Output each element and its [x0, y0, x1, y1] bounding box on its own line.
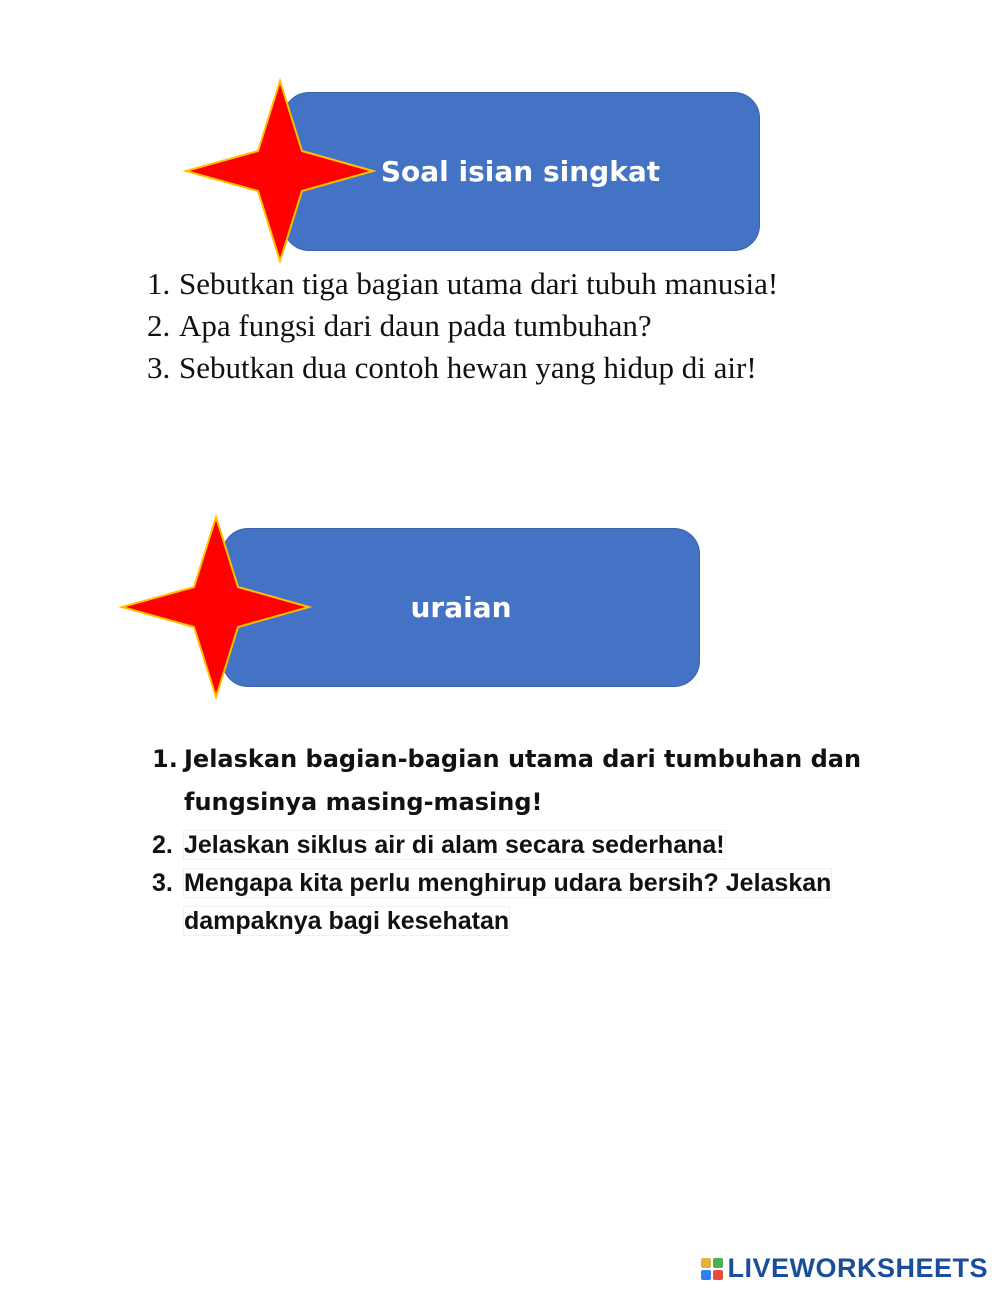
question-text: Mengapa kita perlu menghirup udara bersih? Jelaskan dampaknya bagi kesehatan: [184, 869, 832, 935]
question-text: Sebutkan dua contoh hewan yang hidup di air!: [179, 350, 757, 385]
essay-question: [152, 738, 892, 824]
short-answer-question: [147, 347, 907, 389]
logo-cell: [713, 1270, 723, 1280]
question-number: 3.: [147, 350, 171, 385]
logo-cell: [713, 1258, 723, 1268]
question-number: 1.: [152, 745, 178, 773]
essay-question-list: [152, 738, 892, 940]
short-answer-question: [147, 263, 907, 305]
question-number: 1.: [147, 266, 171, 301]
logo-cell: [701, 1258, 711, 1268]
liveworksheets-logo: [701, 1253, 988, 1284]
short-answer-question: [147, 305, 907, 347]
brand-name: LIVEWORKSHEETS: [727, 1253, 988, 1283]
question-text: Jelaskan bagian-bagian utama dari tumbuhan dan fungsinya masing-masing!: [184, 745, 862, 816]
essay-question: [152, 864, 892, 940]
red-star-icon: [118, 514, 314, 700]
liveworksheets-logo-icon: [701, 1258, 723, 1280]
question-text: Jelaskan siklus air di alam secara sederhana!: [184, 831, 725, 859]
section-title-essay: uraian: [410, 591, 512, 624]
question-number: 2.: [147, 308, 171, 343]
question-number: 2.: [152, 831, 173, 859]
question-number: 3.: [152, 869, 173, 897]
logo-cell: [701, 1270, 711, 1280]
red-star-icon: [180, 78, 376, 264]
question-text: Apa fungsi dari daun pada tumbuhan?: [179, 308, 652, 343]
essay-question: [152, 826, 892, 864]
section-title-short-answer: Soal isian singkat: [380, 155, 661, 188]
short-answer-question-list: [147, 263, 907, 389]
question-text: Sebutkan tiga bagian utama dari tubuh manusia!: [179, 266, 779, 301]
